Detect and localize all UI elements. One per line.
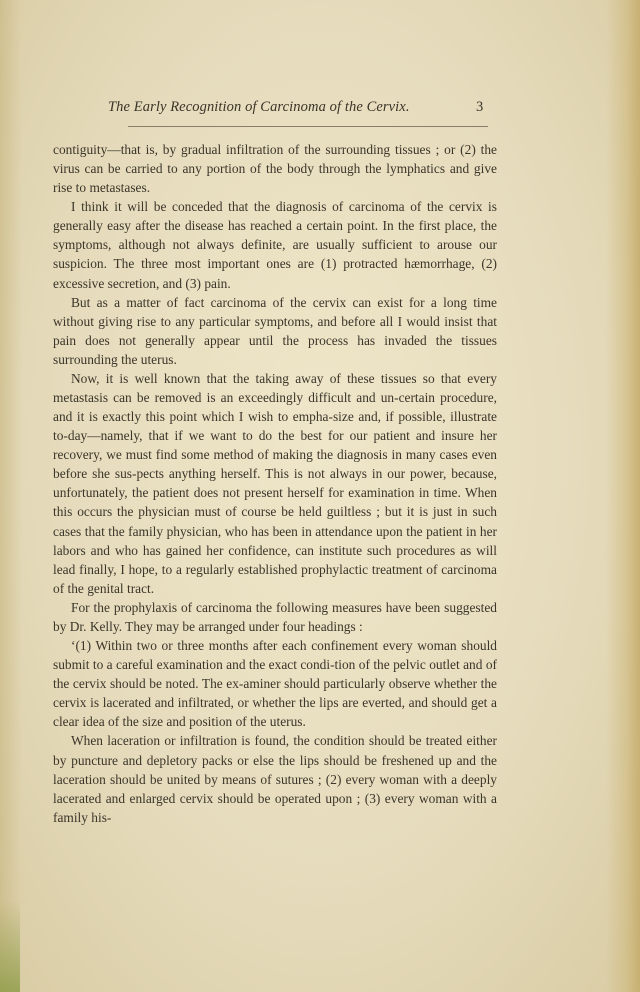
body-text	[53, 140, 497, 827]
paragraph: For the prophylaxis of carcinoma the following measures have been suggested by Dr. Kelly. They may be arranged under four headings :	[53, 599, 497, 634]
paragraph: contiguity—that is, by gradual infiltration of the surrounding tissues ; or (2) the virus can be carried to any portion of the body through the lymphatics and give rise to metastases.	[53, 142, 497, 196]
paragraph: Now, it is well known that the taking away of these tissues so that every metastasis can be removed is an exceedingly difficult and un-certain procedure, and it is exactly this point which I wish to empha-size and, if possible, illustrate to-day—namely, that if we want to do the best for our patient and insure her recovery, we must find some method of making the diagnosis in many cases even before she sus-pects anything herself. This is not always in our power, because, unfortunately, the patient does not present herself for examination in time. When this occurs the physician must of course be held guiltless ; but it is just in such cases that the family physician, who has been in attendance upon the patient in her labors and who has gained her confidence, can institute such procedures as will lead finally, I hope, to a regularly established prophylactic treatment of carcinoma of the genital tract.	[53, 370, 497, 596]
paragraph: When laceration or infiltration is found, the condition should be treated either by puncture and depletory packs or else the lips should be freshened up and the laceration should be united by means of sutures ; (2) every woman with a deeply lacerated and enlarged cervix should be operated upon ; (3) every woman with a family his-	[53, 733, 497, 825]
page-shadow-left	[0, 0, 22, 992]
paper-stain	[0, 900, 20, 992]
running-header	[108, 99, 486, 121]
paragraph: But as a matter of fact carcinoma of the cervix can exist for a long time without giving rise to any particular symptoms, and before all I would insist that pain does not generally appear until the process has invaded the tissues surrounding the uterus.	[53, 294, 497, 367]
paragraph: I think it will be conceded that the diagnosis of carcinoma of the cervix is generally easy after the disease has reached a certain point. In the first place, the symptoms, although not always definite, are usually sufficient to arouse our suspicion. The three most important ones are (1) protracted hæmorrhage, (2) excessive secretion, and (3) pain.	[53, 199, 497, 291]
page-number: 3	[476, 99, 484, 115]
page-shadow-right	[606, 0, 640, 992]
header-rule	[128, 126, 488, 127]
running-title: The Early Recognition of Carcinoma of the Cervix.	[108, 99, 410, 115]
paragraph: ‘(1) Within two or three months after each confinement every woman should submit to a careful examination and the exact condi-tion of the pelvic outlet and of the cervix should be noted. The ex-aminer should particularly observe whether the cervix is lacerated and infiltrated, or whether the lips are everted, and should get a clear idea of the size and position of the uterus.	[53, 638, 497, 730]
